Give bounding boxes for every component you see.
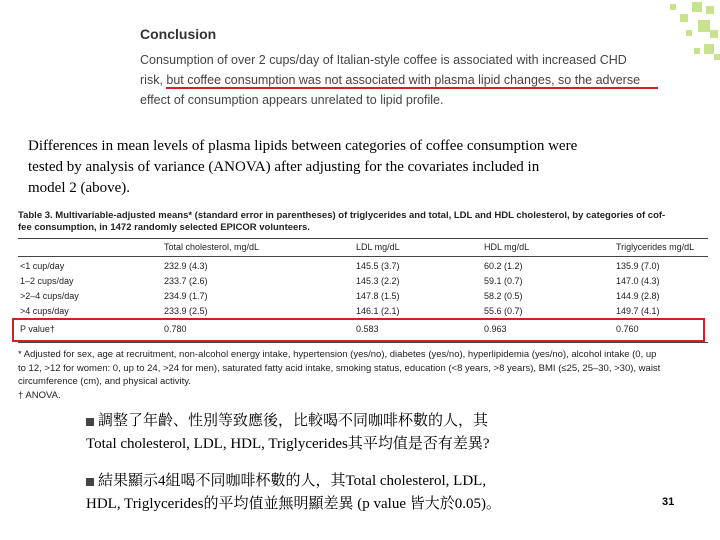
summary-question-line: Total cholesterol, LDL, HDL, Triglycerides其平均值是否有差異? (86, 436, 490, 452)
table-rule (18, 238, 708, 239)
table-cell: 232.9 (4.3) (164, 261, 208, 271)
table-row (18, 291, 708, 304)
table-cell: P value† (20, 324, 55, 334)
square-bullet-icon (86, 418, 94, 426)
table-cell: 1–2 cups/day (20, 276, 74, 286)
pvalue-highlight-box (12, 318, 705, 342)
table-row (18, 276, 708, 289)
table-cell: 147.0 (4.3) (616, 276, 660, 286)
summary-question (86, 410, 646, 456)
intro-line: model 2 (above). (28, 180, 131, 196)
table-cell: 58.2 (0.5) (484, 291, 523, 301)
red-underline-highlight (166, 87, 658, 89)
conclusion-text (140, 50, 650, 110)
table-cell: 0.760 (616, 324, 639, 334)
table-cell: >2–4 cups/day (20, 291, 79, 301)
footnote-line: to 12, >12 for women: 0, up to 24, >24 for men), saturated fatty acid intake, smoking status, education (<8 years, >8 years), BMI (≤25, 25–30, >30), waist (18, 362, 661, 374)
table-footnotes (18, 348, 710, 402)
conclusion-title: Conclusion (140, 26, 217, 42)
intro-paragraph (28, 136, 698, 199)
summary-question-line: 調整了年齡、性別等致應後，比較喝不同咖啡杯數的人，其 (98, 413, 489, 429)
footnote-line: † ANOVA. (18, 389, 61, 401)
table-header-cell: HDL mg/dL (484, 242, 530, 252)
table-cell: 135.9 (7.0) (616, 261, 660, 271)
table-row (18, 261, 708, 274)
table-header-cell: Total cholesterol, mg/dL (164, 242, 260, 252)
table-cell: 0.583 (356, 324, 379, 334)
table-rule (18, 256, 708, 257)
summary-notes (86, 410, 646, 530)
table-cell: 144.9 (2.8) (616, 291, 660, 301)
table-cell: <1 cup/day (20, 261, 65, 271)
conclusion-panel (132, 18, 660, 106)
summary-answer-line: HDL, Triglycerides的平均值並無明顯差異 (p value 皆大於0.05)。 (86, 496, 501, 512)
footnote-line: circumference (cm), and physical activity. (18, 376, 191, 387)
summary-answer-line: 結果顯示4組喝不同咖啡杯數的人，其Total cholesterol, LDL, (98, 473, 487, 489)
square-bullet-icon (86, 478, 94, 486)
conclusion-line: Consumption of over 2 cups/day of Italian-style coffee is associated with increased CHD (140, 53, 627, 67)
summary-answer (86, 470, 646, 516)
table-caption-line: Table 3. Multivariable-adjusted means* (standard error in parentheses) of triglycerides and total, LDL and HDL cholesterol, by categories of cof- (18, 210, 666, 221)
page-number: 31 (662, 496, 675, 508)
table-cell: 60.2 (1.2) (484, 261, 523, 271)
table-cell: 0.963 (484, 324, 507, 334)
table-rule (18, 342, 708, 343)
table-cell: 146.1 (2.1) (356, 306, 400, 316)
table-cell: 55.6 (0.7) (484, 306, 523, 316)
table-cell: >4 cups/day (20, 306, 69, 316)
table-cell: 145.3 (2.2) (356, 276, 400, 286)
table-caption-line: fee consumption, in 1472 randomly selected EPICOR volunteers. (18, 222, 310, 233)
table-cell: 234.9 (1.7) (164, 291, 208, 301)
table-caption (18, 210, 708, 234)
table-cell: 59.1 (0.7) (484, 276, 523, 286)
table-cell: 147.8 (1.5) (356, 291, 400, 301)
intro-line: Differences in mean levels of plasma lipids between categories of coffee consumption were (28, 138, 578, 154)
conclusion-line: risk, but coffee consumption was not associated with plasma lipid changes, so the adverse (140, 73, 641, 87)
table-cell: 0.780 (164, 324, 187, 334)
table-cell: 233.9 (2.5) (164, 306, 208, 316)
table-cell: 149.7 (4.1) (616, 306, 660, 316)
intro-line: tested by analysis of variance (ANOVA) after adjusting for the covariates included in (28, 159, 540, 175)
conclusion-line: effect of consumption appears unrelated to lipid profile. (140, 93, 444, 107)
table-header-cell: Triglycerides mg/dL (616, 242, 695, 252)
table-cell: 233.7 (2.6) (164, 276, 208, 286)
footnote-line: * Adjusted for sex, age at recruitment, non-alcohol energy intake, hypertension (yes/no), diabetes (yes/no), hyperlipidemia (yes/no), alcohol intake (0, up (18, 349, 657, 360)
table-header-cell: LDL mg/dL (356, 242, 400, 252)
table-header-row (18, 242, 708, 255)
table-cell: 145.5 (3.7) (356, 261, 400, 271)
